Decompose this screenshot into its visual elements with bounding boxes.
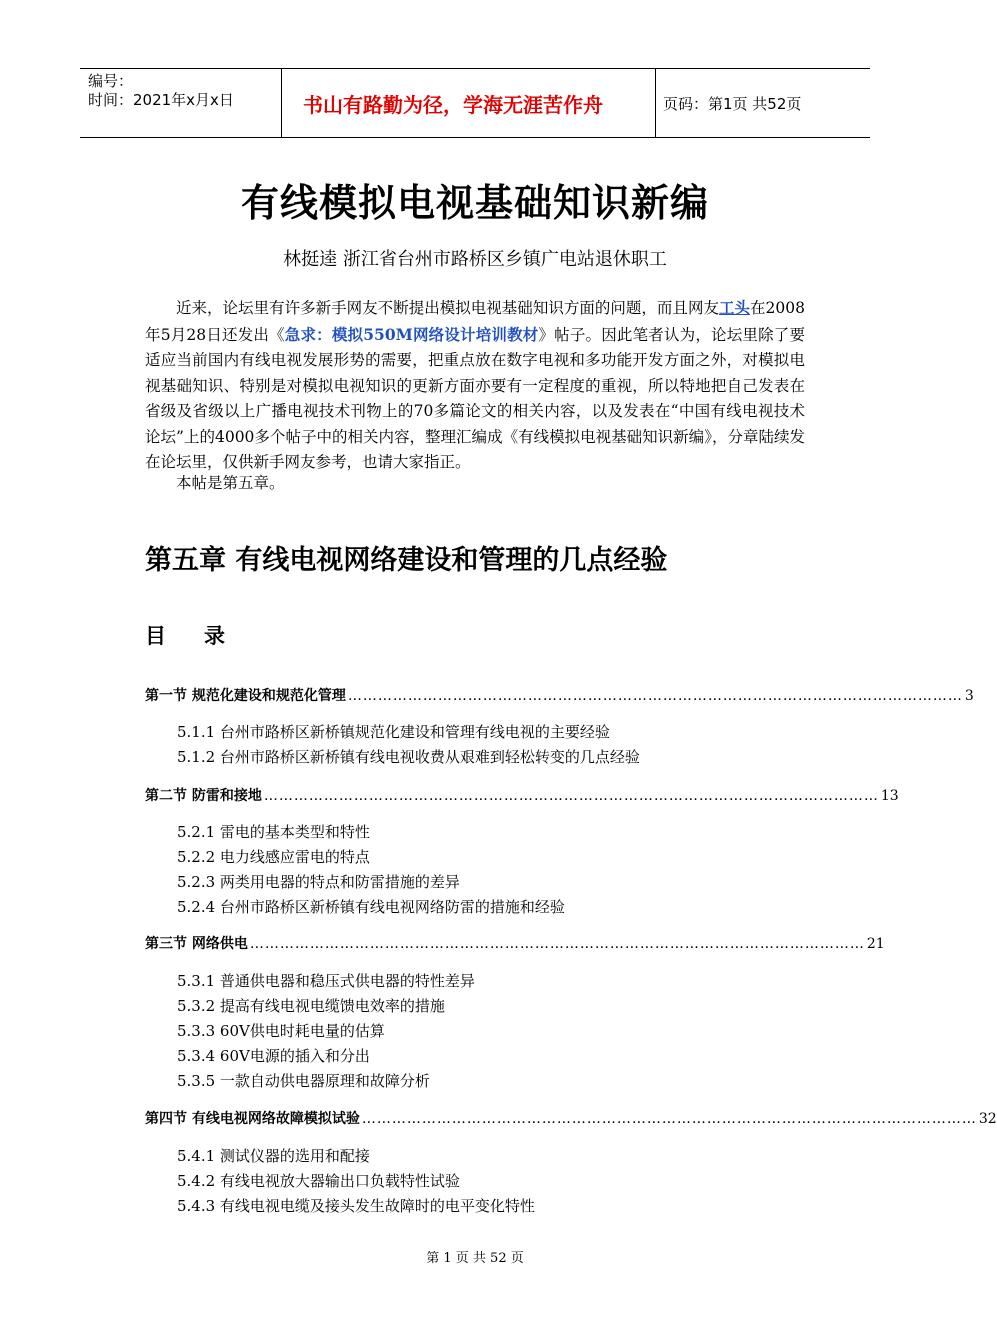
user-link[interactable]: 工头 [718, 298, 751, 317]
toc-section-label: 第二节 防雷和接地 [145, 788, 262, 804]
toc-item[interactable]: 5.3.3 60V供电时耗电量的估算 [177, 1022, 385, 1040]
toc-leader-dots: …………………………………………………………………………………………………………… [361, 1111, 977, 1127]
toc-heading-b: 录 [204, 624, 225, 648]
toc-page-number: 3 [964, 688, 974, 704]
motto-text: 书山有路勤为径，学海无涯苦作舟 [303, 92, 603, 117]
toc-item[interactable]: 5.2.2 电力线感应雷电的特点 [177, 848, 370, 866]
toc-item[interactable]: 5.2.3 两类用电器的特点和防雷措施的差异 [177, 873, 460, 891]
toc-item[interactable]: 5.3.5 一款自动供电器原理和故障分析 [177, 1072, 430, 1090]
time-label: 时间：2021年x月x日 [88, 91, 234, 109]
chapter-title: 第五章 有线电视网络建设和管理的几点经验 [145, 545, 668, 576]
author-line: 林挺逵 浙江省台州市路桥区乡镇广电站退休职工 [283, 249, 667, 270]
number-label: 编号： [88, 72, 134, 90]
intro-note: 本帖是第五章。 [176, 474, 285, 492]
intro-paragraph [145, 295, 805, 476]
intro-text-1: 近来，论坛里有许多新手网友不断提出模拟电视基础知识方面的问题，而且网友 [176, 299, 719, 317]
toc-item[interactable]: 5.3.2 提高有线电视电缆馈电效率的措施 [177, 997, 445, 1015]
toc-item[interactable]: 5.2.4 台州市路桥区新桥镇有线电视网络防雷的措施和经验 [177, 898, 565, 916]
intro-text-3: 》帖子。因此笔者认为，论坛里除了要适应当前国内有线电视发展形势的需要，把重点放在数字电视和多功能开发方面之外，对模拟电视基础知识、特别是对模拟电视知识的更新方面亦要有一定程度的重视，所以特地把自己发表在省级及省级以上广播电视技术刊物上的70多篇论文的相关内容，以及发表在“中国有线电视技术论坛”上的4000多个帖子中的相关内容，整理汇编成《有线模拟电视基础知识新编》，分章陆续发在论坛里，仅供新手网友参考，也请大家指正。 [145, 325, 805, 471]
intro-text-2: 在2008年5月28日还发出《 [145, 299, 805, 344]
page-footer: 第 1 页 共 52 页 [426, 1251, 524, 1266]
toc-section-label: 第三节 网络供电 [145, 936, 248, 952]
page-info: 页码：第1页 共52页 [663, 94, 802, 113]
toc-item[interactable]: 5.4.3 有线电视电缆及接头发生故障时的电平变化特性 [177, 1197, 535, 1215]
toc-leader-dots: …………………………………………………………………………………………………………… [347, 688, 963, 704]
header-page-cell [656, 69, 870, 137]
header-table [80, 68, 870, 138]
post-link[interactable]: 急求：模拟550M网络设计培训教材 [284, 324, 539, 344]
toc-section-label: 第一节 规范化建设和规范化管理 [145, 688, 346, 704]
toc-page-number: 13 [880, 788, 899, 804]
toc-section-label: 第四节 有线电视网络故障模拟试验 [145, 1111, 360, 1127]
toc-heading-a: 目 [145, 624, 166, 648]
toc-item[interactable]: 5.1.2 台州市路桥区新桥镇有线电视收费从艰难到轻松转变的几点经验 [177, 748, 640, 766]
toc-leader-dots: …………………………………………………………………………………………………………… [263, 788, 879, 804]
toc-leader-dots: …………………………………………………………………………………………………………… [249, 936, 865, 952]
toc-section-2[interactable] [145, 785, 899, 805]
toc-page-number: 21 [866, 936, 885, 952]
toc-item[interactable]: 5.2.1 雷电的基本类型和特性 [177, 823, 370, 841]
toc-item[interactable]: 5.1.1 台州市路桥区新桥镇规范化建设和管理有线电视的主要经验 [177, 723, 610, 741]
toc-section-3[interactable] [145, 933, 885, 953]
document-title: 有线模拟电视基础知识新编 [240, 181, 709, 225]
toc-page-number: 32 [978, 1111, 997, 1127]
toc-item[interactable]: 5.4.2 有线电视放大器输出口负载特性试验 [177, 1172, 460, 1190]
toc-item[interactable]: 5.3.1 普通供电器和稳压式供电器的特性差异 [177, 972, 475, 990]
header-left-cell [80, 69, 281, 137]
toc-item[interactable]: 5.3.4 60V电源的插入和分出 [177, 1047, 370, 1065]
header-motto-cell [281, 69, 656, 137]
toc-heading [145, 620, 263, 650]
toc-section-4[interactable] [145, 1108, 997, 1128]
toc-section-1[interactable] [145, 685, 974, 705]
toc-item[interactable]: 5.4.1 测试仪器的选用和配接 [177, 1147, 370, 1165]
